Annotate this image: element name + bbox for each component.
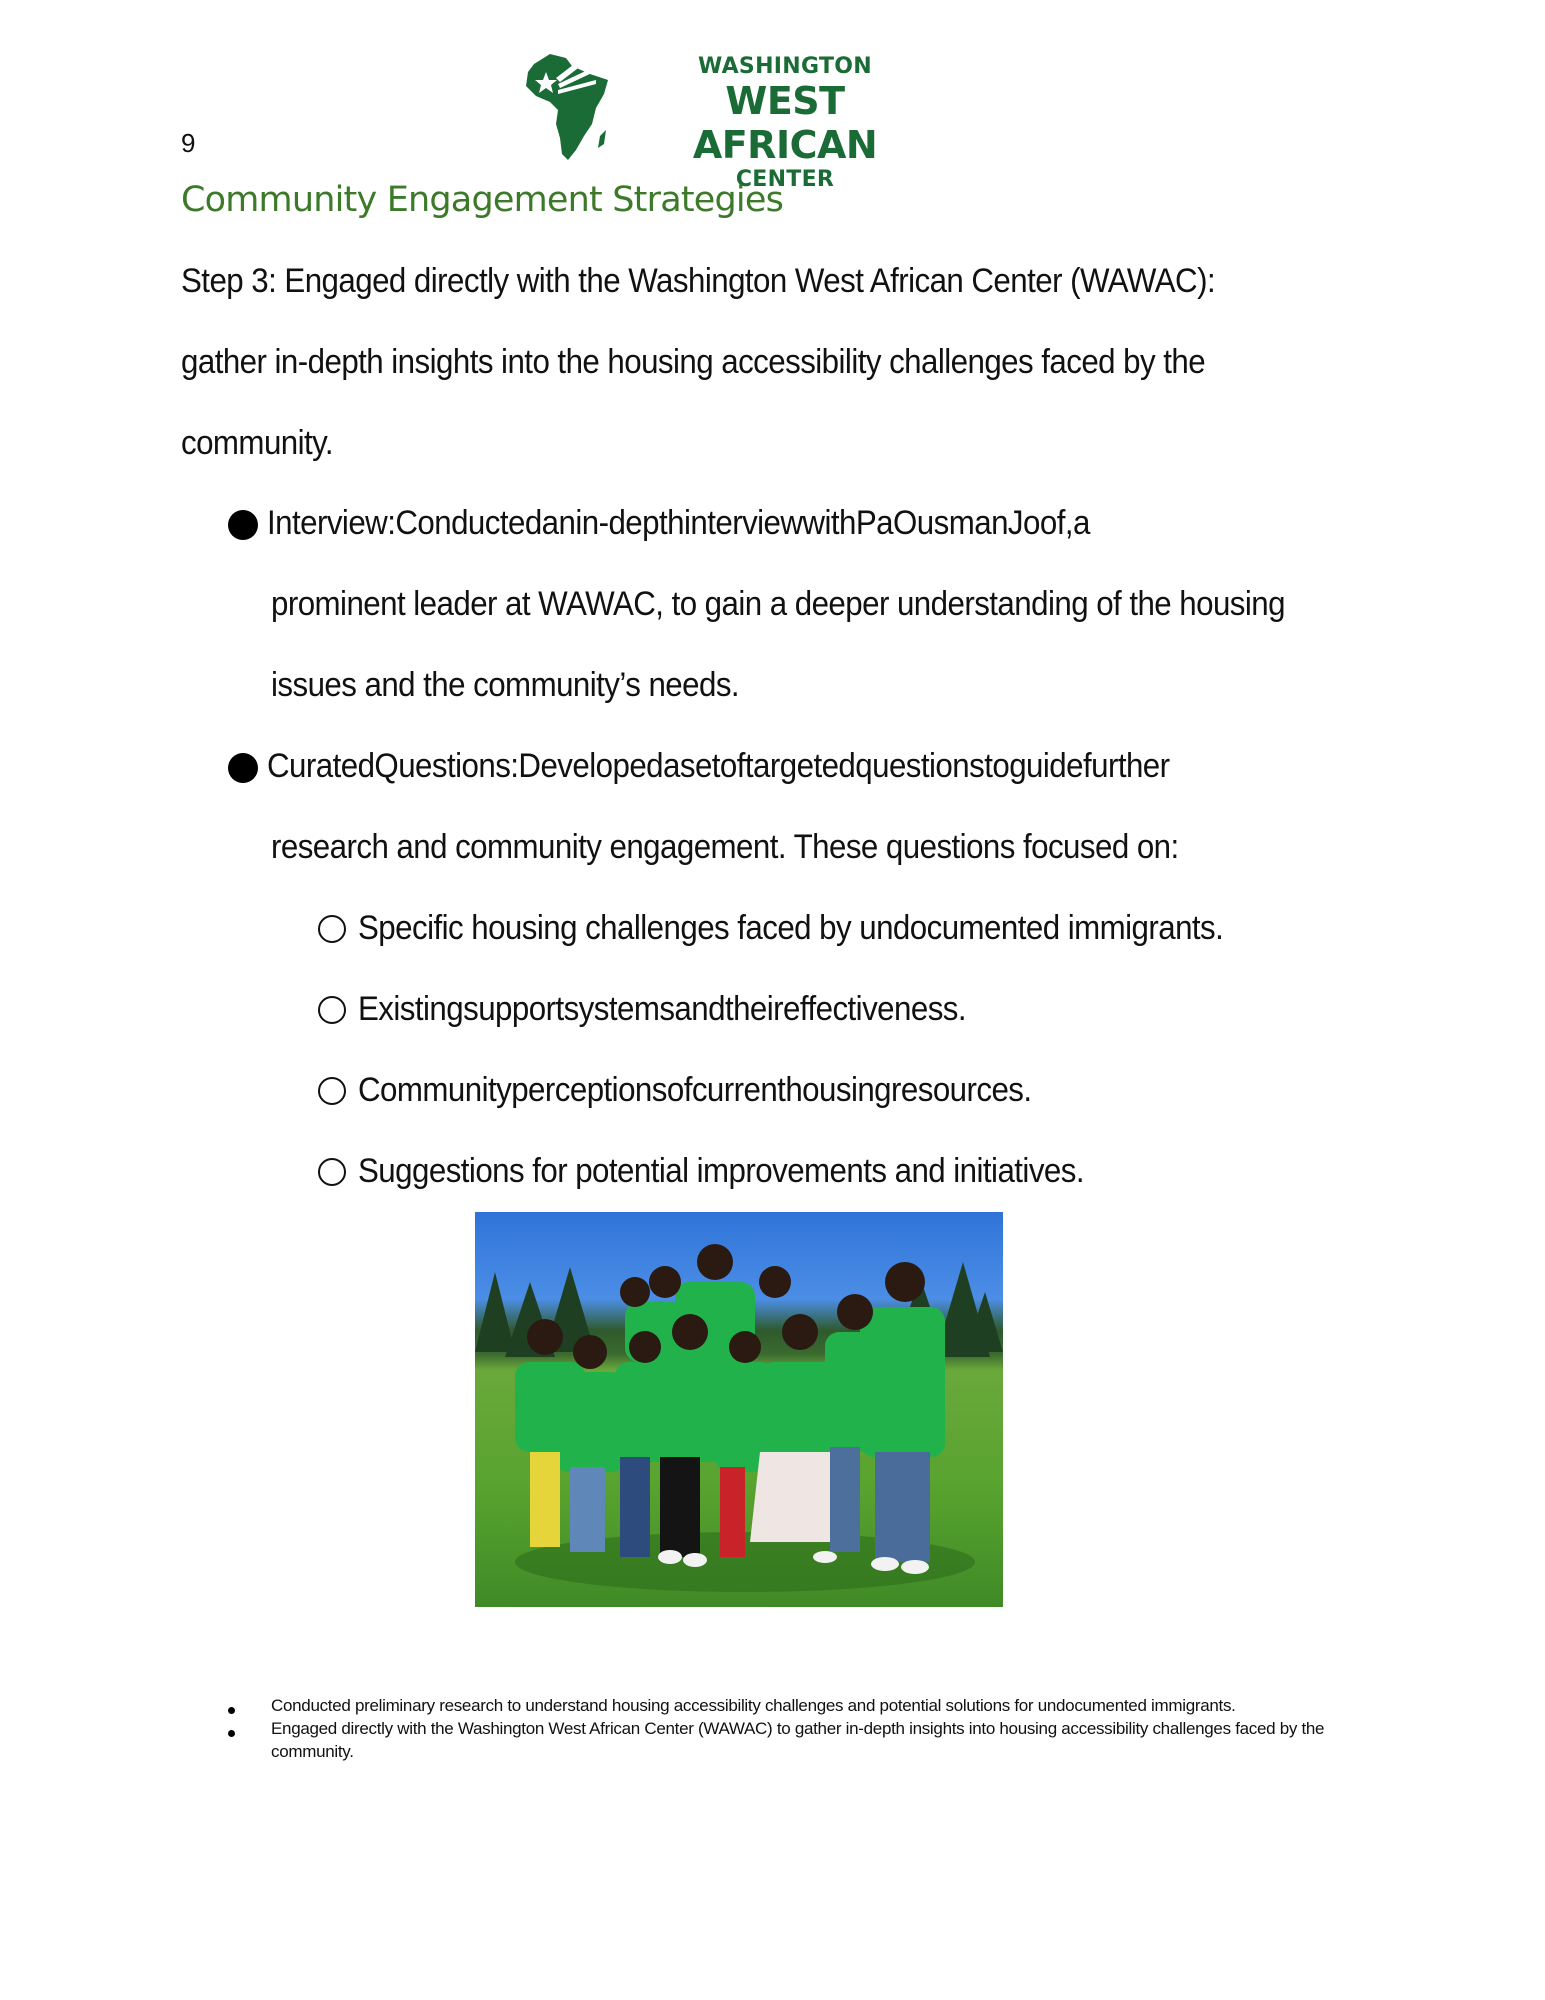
bullet-interview-line: Interview:Conductedanin-depthinterviewwithPaOusmanJoof,a: [267, 504, 1090, 542]
filled-circle-bullet-icon: [228, 753, 258, 783]
bullet-questions-line: CuratedQuestions:Developedasetoftargetedquestionstoguidefurther: [267, 747, 1170, 785]
hollow-circle-bullet-icon: [318, 996, 346, 1024]
organization-logo: [520, 50, 940, 192]
group-photo-illustration: [475, 1212, 1003, 1607]
sub-bullet-item: Existingsupportsystemsandtheireffectiveness.: [358, 990, 967, 1028]
filled-circle-bullet-icon: [228, 510, 258, 540]
hollow-circle-bullet-icon: [318, 1077, 346, 1105]
footnote-line: Conducted preliminary research to understand housing accessibility challenges and potential solutions for undocumented immigrants.: [271, 1696, 1236, 1715]
hollow-circle-bullet-icon: [318, 1158, 346, 1186]
group-photo: [475, 1212, 1003, 1607]
intro-line: community.: [181, 424, 334, 462]
hollow-circle-bullet-icon: [318, 915, 346, 943]
sub-bullet-item: Specific housing challenges faced by undocumented immigrants.: [358, 909, 1224, 947]
footnote-line: community.: [271, 1742, 354, 1761]
page-number: 9: [181, 128, 196, 158]
intro-line: Step 3: Engaged directly with the Washington West African Center (WAWAC):: [181, 262, 1216, 300]
intro-line: gather in-depth insights into the housing accessibility challenges faced by the: [181, 343, 1206, 381]
footnote-bullet-icon: [228, 1730, 235, 1737]
logo-line-washington: WASHINGTON: [698, 54, 872, 79]
logo-line-west-african: WEST AFRICAN: [692, 79, 878, 167]
logo-wordmark: [630, 50, 940, 192]
footnote-line: Engaged directly with the Washington West African Center (WAWAC) to gather in-depth insights into housing accessibility challenges faced by the: [271, 1719, 1325, 1738]
section-heading: Community Engagement Strategies: [181, 180, 784, 220]
bullet-interview-line: issues and the community’s needs.: [271, 666, 740, 704]
footnote-bullet-icon: [228, 1707, 235, 1714]
logo-line-center: CENTER: [735, 167, 835, 192]
bullet-questions-line: research and community engagement. These questions focused on:: [271, 828, 1179, 866]
sub-bullet-item: Communityperceptionsofcurrenthousingresources.: [358, 1071, 1032, 1109]
africa-map-star-icon: [520, 50, 620, 162]
sub-bullet-item: Suggestions for potential improvements and initiatives.: [358, 1152, 1084, 1190]
bullet-interview-line: prominent leader at WAWAC, to gain a deeper understanding of the housing: [271, 585, 1285, 623]
